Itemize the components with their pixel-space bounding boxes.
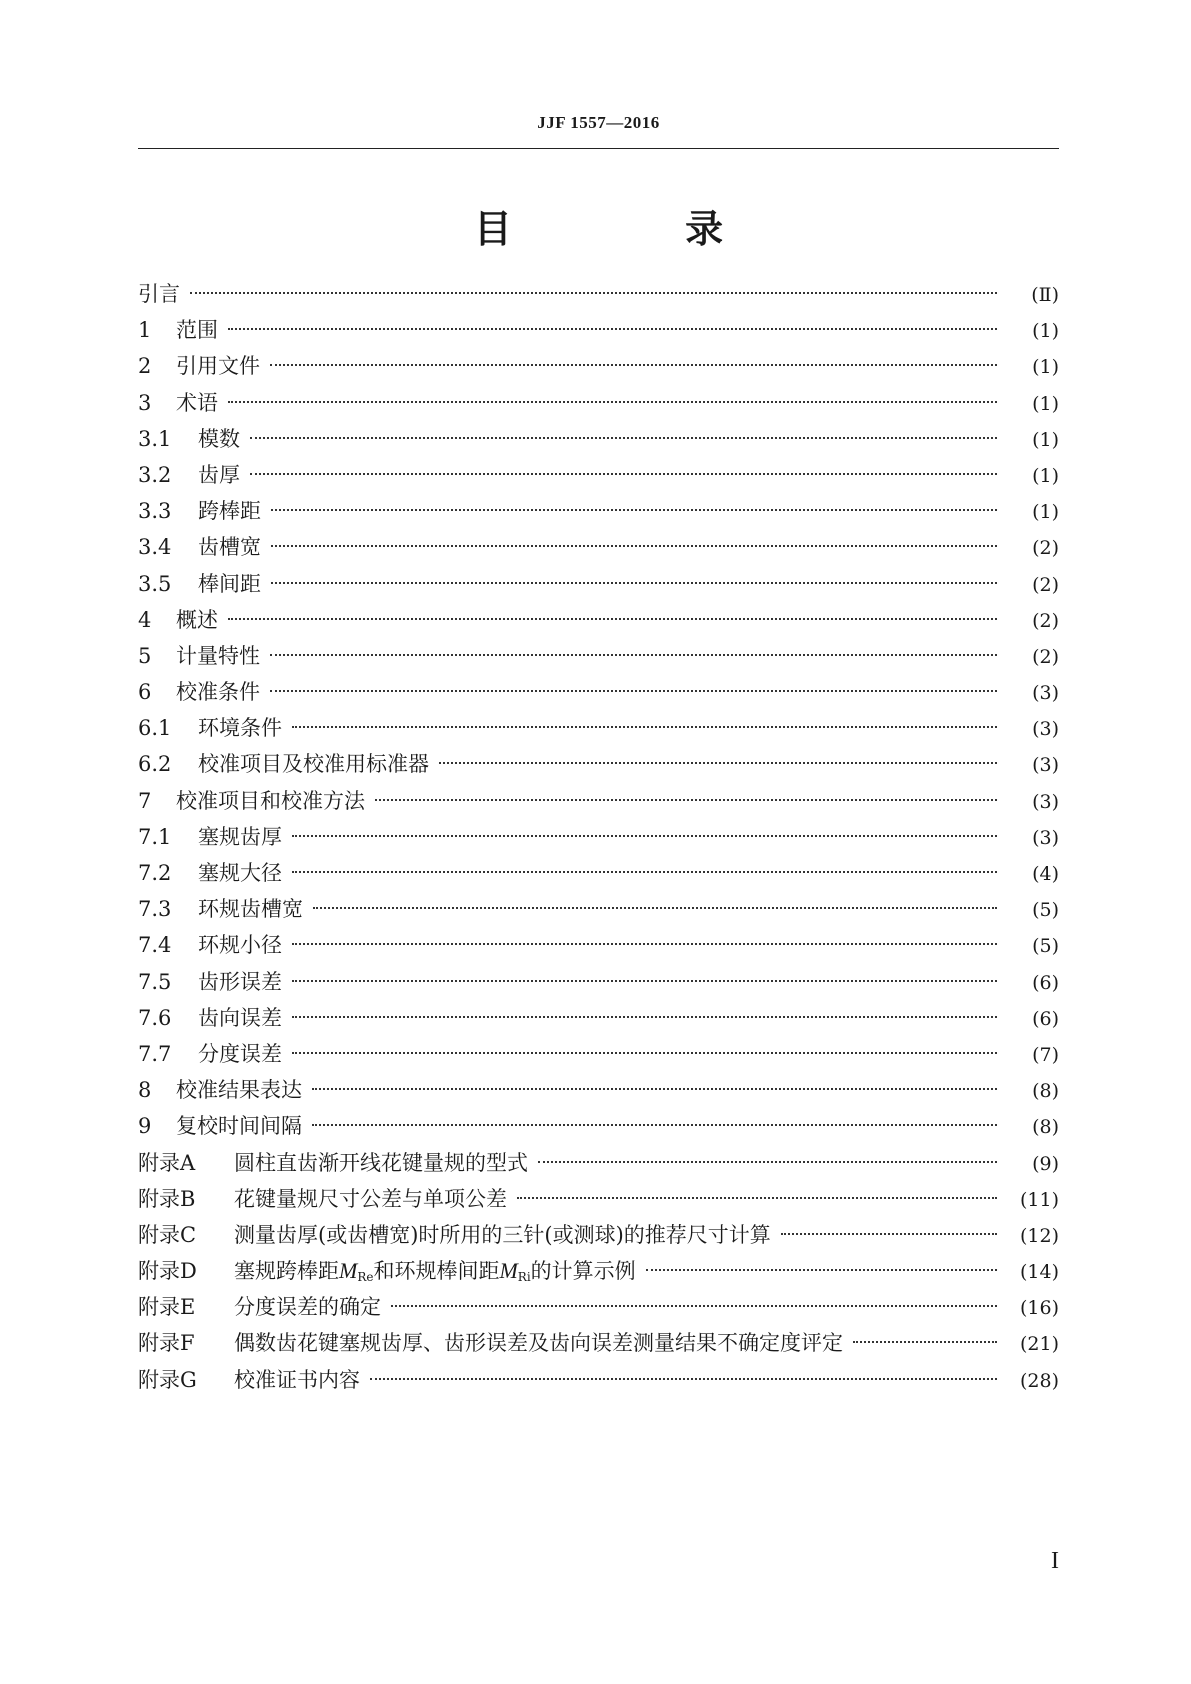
toc-entry[interactable] — [138, 1253, 1059, 1289]
toc-entry[interactable] — [138, 927, 1059, 963]
toc-entry[interactable] — [138, 1108, 1059, 1144]
dot-leader — [517, 1197, 997, 1199]
toc-entry-page: (1) — [1032, 320, 1059, 343]
toc-entry-title: 引言 — [138, 282, 180, 306]
toc-entry[interactable] — [138, 602, 1059, 638]
page-number: I — [1051, 1548, 1059, 1574]
dot-leader — [292, 943, 997, 945]
toc-entry-page: (4) — [1032, 863, 1059, 885]
toc-entry-number: 7.7 — [138, 1041, 172, 1066]
dot-leader — [271, 509, 997, 511]
toc-entry[interactable] — [138, 964, 1059, 1000]
dot-leader — [190, 292, 997, 294]
toc-entry-title: 测量齿厚(或齿槽宽)时所用的三针(或测球)的推荐尺寸计算 — [234, 1222, 771, 1247]
toc-entry[interactable] — [138, 783, 1059, 819]
toc-entry[interactable] — [138, 674, 1059, 710]
toc-entry-title: 复校时间间隔 — [176, 1114, 302, 1139]
toc-entry-number: 7.2 — [138, 861, 172, 885]
toc-entry-number: 7.1 — [138, 824, 172, 849]
toc-entry[interactable] — [138, 312, 1059, 348]
toc-entry-number: 附录G — [138, 1367, 197, 1392]
toc-entry[interactable] — [138, 493, 1059, 529]
toc-entry-page: (2) — [1032, 645, 1059, 668]
toc-entry[interactable] — [138, 1362, 1059, 1398]
toc-entry-title: 范围 — [176, 318, 218, 343]
toc-entry[interactable] — [138, 638, 1059, 674]
toc-entry-number: 7.6 — [138, 1005, 172, 1030]
dot-leader — [270, 690, 997, 692]
dot-leader — [271, 545, 997, 547]
toc-entry-number: 附录F — [138, 1331, 195, 1356]
toc-entry-title: 棒间距 — [198, 571, 261, 596]
toc-entry-title: 校准结果表达 — [176, 1078, 302, 1103]
toc-entry-page: (9) — [1032, 1152, 1059, 1175]
dot-leader — [391, 1305, 997, 1307]
toc-entry-page: (3) — [1032, 682, 1059, 705]
dot-leader — [250, 473, 997, 475]
toc-entry-number: 9 — [138, 1114, 152, 1139]
dot-leader — [292, 871, 997, 873]
toc-entry-page: (2) — [1032, 537, 1059, 560]
dot-leader — [228, 618, 997, 620]
dot-leader — [439, 762, 997, 764]
toc-entry-title: 概述 — [176, 607, 218, 632]
dot-leader — [781, 1233, 997, 1235]
toc-entry-number: 6.2 — [138, 752, 172, 777]
toc-entry-title: 跨棒距 — [198, 499, 261, 524]
toc-entry-page: (6) — [1032, 971, 1059, 994]
toc-entry-title: 偶数齿花键塞规齿厚、齿形误差及齿向误差测量结果不确定度评定 — [234, 1331, 843, 1356]
dot-leader — [271, 582, 997, 584]
toc-title-text: 的计算示例 — [530, 1259, 636, 1284]
toc-entry-page: (Ⅱ) — [1031, 284, 1059, 306]
math-subscript: Ri — [517, 1270, 531, 1285]
toc-entry-page: (11) — [1019, 1188, 1059, 1211]
toc-entry-title: 引用文件 — [176, 354, 260, 379]
toc-entry[interactable] — [138, 421, 1059, 457]
toc-entry-page: (1) — [1032, 356, 1059, 379]
toc-entry-page: (21) — [1019, 1333, 1059, 1356]
toc-entry[interactable] — [138, 457, 1059, 493]
toc-entry-number: 附录E — [138, 1295, 196, 1320]
dot-leader — [292, 1016, 997, 1018]
toc-entry-page: (3) — [1032, 790, 1059, 813]
toc-entry[interactable] — [138, 348, 1059, 384]
dot-leader — [292, 835, 997, 837]
toc-entry-page: (1) — [1032, 392, 1059, 415]
toc-entry-title: 花键量规尺寸公差与单项公差 — [234, 1186, 507, 1211]
toc-entry-number: 7.5 — [138, 969, 172, 994]
dot-leader — [292, 980, 997, 982]
toc-entry-title: 环规小径 — [198, 933, 282, 958]
toc-entry-number: 附录B — [138, 1186, 196, 1211]
toc-entry-title: 环规齿槽宽 — [198, 897, 303, 922]
toc-entry-number: 附录D — [138, 1259, 197, 1284]
toc-entry-title: 齿形误差 — [198, 969, 282, 994]
toc-entry-number: 5 — [138, 643, 152, 668]
toc-entry-page: (1) — [1032, 428, 1059, 451]
math-symbol: M — [499, 1258, 518, 1284]
dot-leader — [270, 654, 997, 656]
toc-entry-number: 8 — [138, 1078, 152, 1103]
toc-entry-page: (28) — [1019, 1369, 1059, 1392]
toc-entry-title: 塞规齿厚 — [198, 824, 282, 849]
toc-entry-number: 7 — [138, 788, 152, 813]
toc-entry[interactable] — [138, 855, 1059, 891]
toc-entry-page: (14) — [1019, 1261, 1059, 1284]
dot-leader — [292, 1052, 997, 1054]
toc-entry-title: 分度误差 — [198, 1041, 282, 1066]
toc-entry-title: 计量特性 — [176, 643, 260, 668]
dot-leader — [853, 1341, 997, 1343]
toc-entry[interactable] — [138, 746, 1059, 782]
toc-entry[interactable] — [138, 819, 1059, 855]
table-of-contents — [138, 276, 1059, 1398]
toc-entry-number: 3 — [138, 390, 152, 415]
toc-entry-number: 3.2 — [138, 462, 172, 487]
dot-leader — [250, 437, 997, 439]
math-symbol: M — [339, 1258, 358, 1284]
toc-entry-title: 塞规大径 — [198, 861, 282, 885]
toc-entry-number: 6.1 — [138, 716, 172, 741]
toc-entry[interactable] — [138, 276, 1059, 312]
toc-entry-number: 2 — [138, 354, 152, 379]
toc-entry-title: 环境条件 — [198, 716, 282, 741]
toc-entry-title: 校准项目和校准方法 — [176, 788, 365, 813]
dot-leader — [375, 799, 997, 801]
toc-entry[interactable] — [138, 1145, 1059, 1181]
toc-entry-number: 3.5 — [138, 571, 172, 596]
dot-leader — [538, 1161, 997, 1163]
toc-entry-page: (1) — [1032, 501, 1059, 524]
dot-leader — [292, 726, 997, 728]
toc-entry[interactable] — [138, 385, 1059, 421]
toc-entry-page: (2) — [1032, 573, 1059, 596]
toc-entry-page: (16) — [1019, 1297, 1059, 1320]
toc-entry-number: 3.1 — [138, 426, 172, 451]
dot-leader — [312, 1124, 997, 1126]
toc-entry[interactable] — [138, 1000, 1059, 1036]
dot-leader — [313, 907, 997, 909]
toc-entry-title: 校准项目及校准用标准器 — [198, 752, 429, 777]
toc-entry[interactable] — [138, 891, 1059, 927]
toc-entry[interactable] — [138, 710, 1059, 746]
toc-entry-page: (3) — [1032, 826, 1059, 849]
toc-entry[interactable] — [138, 529, 1059, 565]
toc-entry-page: (3) — [1032, 754, 1059, 777]
dot-leader — [270, 364, 997, 366]
toc-entry-number: 6 — [138, 680, 152, 705]
dot-leader — [228, 401, 997, 403]
toc-entry-number: 4 — [138, 607, 152, 632]
dot-leader — [370, 1378, 997, 1380]
toc-entry-number: 7.4 — [138, 933, 172, 958]
toc-entry-title: 齿向误差 — [198, 1005, 282, 1030]
toc-entry-title: 术语 — [176, 390, 218, 415]
toc-entry-page: (1) — [1032, 464, 1059, 487]
document-code-header: JJF 1557—2016 — [537, 113, 660, 132]
toc-entry-page: (5) — [1032, 935, 1059, 958]
dot-leader — [312, 1088, 997, 1090]
toc-entry-page: (3) — [1032, 718, 1059, 741]
toc-entry-title: 分度误差的确定 — [234, 1295, 381, 1320]
toc-entry[interactable] — [138, 1181, 1059, 1217]
toc-entry[interactable] — [138, 1217, 1059, 1253]
page-title: 目 录 — [473, 207, 804, 251]
toc-entry-number: 附录C — [138, 1222, 197, 1247]
toc-entry[interactable] — [138, 1036, 1059, 1072]
toc-entry-number: 1 — [138, 318, 152, 343]
dot-leader — [228, 328, 997, 330]
toc-entry-number: 3.3 — [138, 499, 172, 524]
toc-entry-title: 校准证书内容 — [234, 1367, 360, 1392]
toc-entry-title: 齿槽宽 — [198, 535, 261, 560]
toc-entry-number: 3.4 — [138, 535, 172, 560]
toc-entry-page: (12) — [1019, 1224, 1059, 1247]
toc-entry-page: (8) — [1032, 1116, 1059, 1139]
dot-leader — [646, 1269, 997, 1271]
toc-title-text: 塞规跨棒距 — [234, 1259, 339, 1284]
toc-entry[interactable] — [138, 1325, 1059, 1361]
toc-entry-title: 校准条件 — [176, 680, 260, 705]
toc-entry-page: (8) — [1032, 1080, 1059, 1103]
toc-entry-number: 7.3 — [138, 897, 172, 922]
header-rule — [138, 148, 1059, 149]
toc-entry-title: 齿厚 — [198, 462, 240, 487]
math-subscript: Re — [357, 1270, 374, 1285]
toc-entry-page: (5) — [1032, 899, 1059, 922]
toc-entry-title: 圆柱直齿渐开线花键量规的型式 — [234, 1150, 528, 1175]
toc-entry-page: (6) — [1032, 1007, 1059, 1030]
toc-entry-page: (7) — [1032, 1043, 1059, 1066]
toc-entry-number: 附录A — [138, 1150, 196, 1175]
toc-entry[interactable] — [138, 1072, 1059, 1108]
toc-entry[interactable] — [138, 566, 1059, 602]
toc-entry-title: 模数 — [198, 426, 240, 451]
toc-entry-page: (2) — [1032, 609, 1059, 632]
toc-title-text: 和环规棒间距 — [373, 1259, 500, 1284]
